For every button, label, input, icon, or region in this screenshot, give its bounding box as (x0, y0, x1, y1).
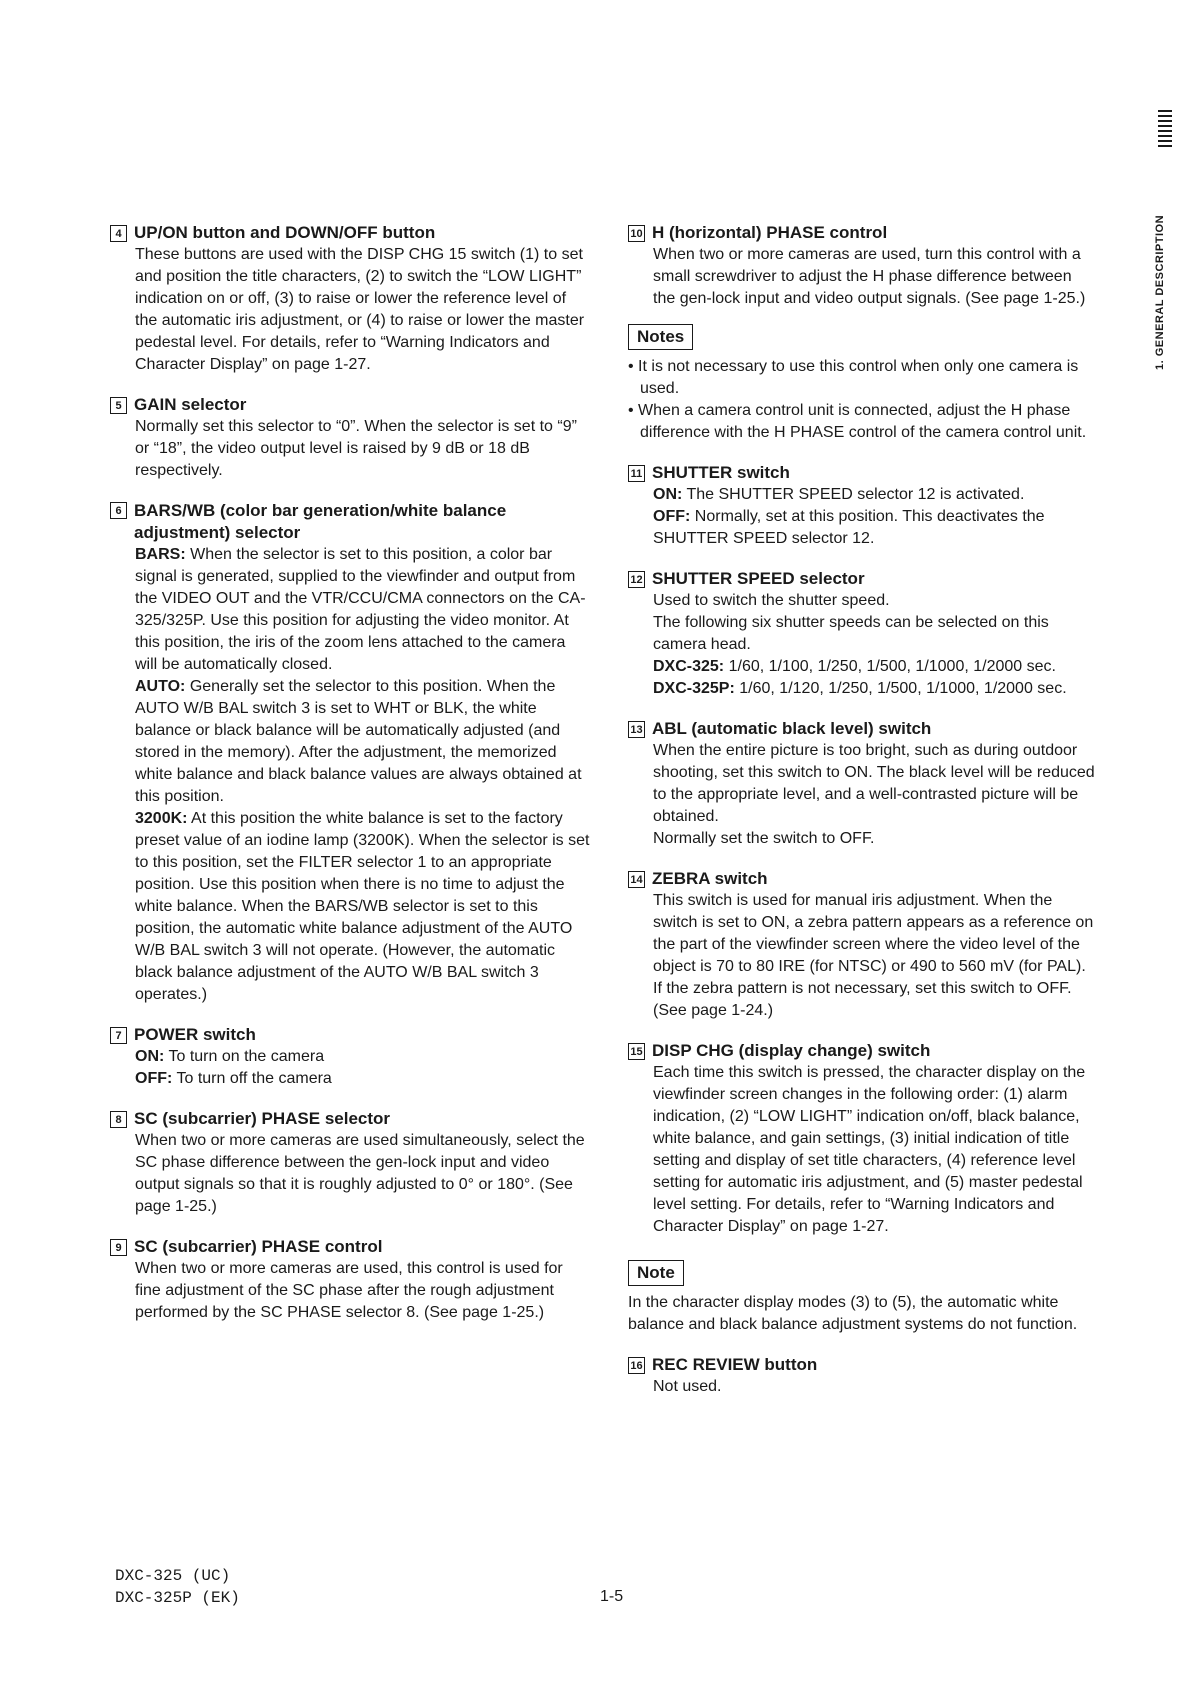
item-number: 4 (110, 225, 127, 242)
note-text: In the character display modes (3) to (5), the automatic white balance and black balance adjustment systems do not function. (628, 1294, 1078, 1333)
note-bullet: • It is not necessary to use this control when only one camera is used. (628, 358, 1079, 397)
item-number: 9 (110, 1239, 127, 1256)
item-body: Each time this switch is pressed, the character display on the viewfinder screen changes in the following order: (1) alarm indication, (2) “LOW LIGHT” indication on/off, black balance, white balance, and gain settings, (3) initial indication of title setting and display of set title characters, (4) reference level setting for automatic iris adjustment, and (5) master pedestal level setting. For details, refer to “Warning Indicators and Character Display” on page 1-27. (653, 1064, 1086, 1235)
item-14 (628, 868, 1098, 1022)
item-title: ZEBRA switch (652, 869, 768, 888)
item-body: These buttons are used with the DISP CHG 15 switch (1) to set and position the title characters, (2) to switch the “LOW LIGHT” indication on or off, (3) to raise or lower the reference level of the automatic iris adjustment, or (4) to raise or lower the master pedestal level. For details, refer to “Warning Indicators and Character Display” on page 1-27. (135, 246, 585, 373)
item-title: REC REVIEW button (652, 1355, 818, 1374)
item-9 (110, 1236, 590, 1324)
model-uc: DXC-325 (UC) (115, 1567, 231, 1585)
item-number: 16 (628, 1357, 645, 1374)
item-11 (628, 462, 1098, 550)
definition-off: OFF: Normally, set at this position. This deactivates the SHUTTER SPEED selector 12. (653, 508, 1045, 547)
item-13 (628, 718, 1098, 850)
definition-bars: BARS: When the selector is set to this position, a color bar signal is generated, supplied to the viewfinder and output from the VIDEO OUT and the VTR/CCU/CMA connectors on the CA-325/325P. Use this position for adjusting the video monitor. At this position, the iris of the zoom lens attached to the camera will be automatically closed. (135, 546, 586, 673)
item-4 (110, 222, 590, 376)
item-line: The following six shutter speeds can be selected on this camera head. (653, 614, 1049, 653)
item-number: 5 (110, 397, 127, 414)
item-number: 8 (110, 1111, 127, 1128)
item-title: BARS/WB (color bar generation/white balance adjustment) selector (134, 501, 507, 542)
item-title: DISP CHG (display change) switch (652, 1041, 931, 1060)
item-body: Not used. (653, 1378, 722, 1395)
item-number: 7 (110, 1027, 127, 1044)
definition-auto: AUTO: Generally set the selector to this position. When the AUTO W/B BAL switch 3 is set to WHT or BLK, the white balance or black balance will be automatically adjusted (and stored in the memory). After the adjustment, the memorized white balance and black balance values are always obtained at this position. (135, 678, 582, 805)
item-line: When the entire picture is too bright, such as during outdoor shooting, set this switch to ON. The black level will be reduced to the appropriate level, and a well-contrasted picture will be obtained. (653, 742, 1095, 825)
item-title: SC (subcarrier) PHASE selector (134, 1109, 391, 1128)
item-12 (628, 568, 1098, 700)
definition-on: ON: To turn on the camera (135, 1048, 325, 1065)
item-number: 15 (628, 1043, 645, 1060)
item-5 (110, 394, 590, 482)
note-block (628, 1256, 1098, 1336)
note-label: Note (628, 1260, 684, 1286)
section-label: 1. GENERAL DESCRIPTION (1154, 214, 1166, 370)
notes-block (628, 320, 1098, 444)
item-body: When two or more cameras are used simultaneously, select the SC phase difference between the gen-lock input and video output signals so that it is roughly adjusted to 0° or 180°. (See page 1-25.) (135, 1132, 585, 1215)
item-number: 14 (628, 871, 645, 888)
definition-off: OFF: To turn off the camera (135, 1070, 332, 1087)
speeds-dxc-325p: DXC-325P: 1/60, 1/120, 1/250, 1/500, 1/1000, 1/2000 sec. (653, 680, 1067, 697)
item-title: H (horizontal) PHASE control (652, 223, 888, 242)
item-title: SHUTTER SPEED selector (652, 569, 865, 588)
item-line: Used to switch the shutter speed. (653, 592, 890, 609)
notes-label: Notes (628, 324, 693, 350)
edge-index-marks (1158, 110, 1172, 150)
item-7 (110, 1024, 590, 1090)
item-title: SC (subcarrier) PHASE control (134, 1237, 383, 1256)
item-number: 13 (628, 721, 645, 738)
item-title: UP/ON button and DOWN/OFF button (134, 223, 436, 242)
definition-on: ON: The SHUTTER SPEED selector 12 is activated. (653, 486, 1025, 503)
item-8 (110, 1108, 590, 1218)
item-6 (110, 500, 590, 1006)
item-title: GAIN selector (134, 395, 247, 414)
item-number: 6 (110, 502, 127, 519)
item-title: POWER switch (134, 1025, 256, 1044)
definition-3200k: 3200K: At this position the white balance is set to the factory preset value of an iodine lamp (3200K). When the selector is set to this position, set the FILTER selector 1 to an appropriate position. Use this position when there is no time to adjust the white balance. When the BARS/WB selector is set to this position, the automatic white balance adjustment of the AUTO W/B BAL switch 3 will not operate. (However, the automatic black balance adjustment of the AUTO W/B BAL switch 3 operates.) (135, 810, 590, 1003)
note-bullet: • When a camera control unit is connected, adjust the H phase difference with the H PHASE control of the camera control unit. (628, 402, 1087, 441)
item-body: This switch is used for manual iris adjustment. When the switch is set to ON, a zebra pattern appears as a reference on the part of the viewfinder screen where the video level of the object is 70 to 80 IRE (for NTSC) or 490 to 560 mV (for PAL). If the zebra pattern is not necessary, set this switch to OFF. (See page 1-24.) (653, 892, 1094, 1019)
model-ek: DXC-325P (EK) (115, 1589, 240, 1607)
page-number: 1-5 (600, 1588, 624, 1605)
right-column (628, 222, 1098, 1416)
speeds-dxc-325: DXC-325: 1/60, 1/100, 1/250, 1/500, 1/1000, 1/2000 sec. (653, 658, 1056, 675)
item-body: When two or more cameras are used, turn this control with a small screwdriver to adjust the H phase difference between the gen-lock input and video output signals. (See page 1-25.) (653, 246, 1086, 307)
footer-models (115, 1565, 240, 1609)
item-body: When two or more cameras are used, this control is used for fine adjustment of the SC phase after the rough adjustment performed by the SC PHASE selector 8. (See page 1-25.) (135, 1260, 563, 1321)
item-body: Normally set this selector to “0”. When the selector is set to “9” or “18”, the video output level is raised by 9 dB or 18 dB respectively. (135, 418, 577, 479)
item-title: ABL (automatic black level) switch (652, 719, 932, 738)
item-15 (628, 1040, 1098, 1238)
section-side-tab (1150, 200, 1180, 370)
item-title: SHUTTER switch (652, 463, 790, 482)
item-line: Normally set the switch to OFF. (653, 830, 875, 847)
item-16 (628, 1354, 1098, 1398)
item-10 (628, 222, 1098, 310)
item-number: 10 (628, 225, 645, 242)
item-number: 12 (628, 571, 645, 588)
item-number: 11 (628, 465, 645, 482)
left-column (110, 222, 590, 1342)
